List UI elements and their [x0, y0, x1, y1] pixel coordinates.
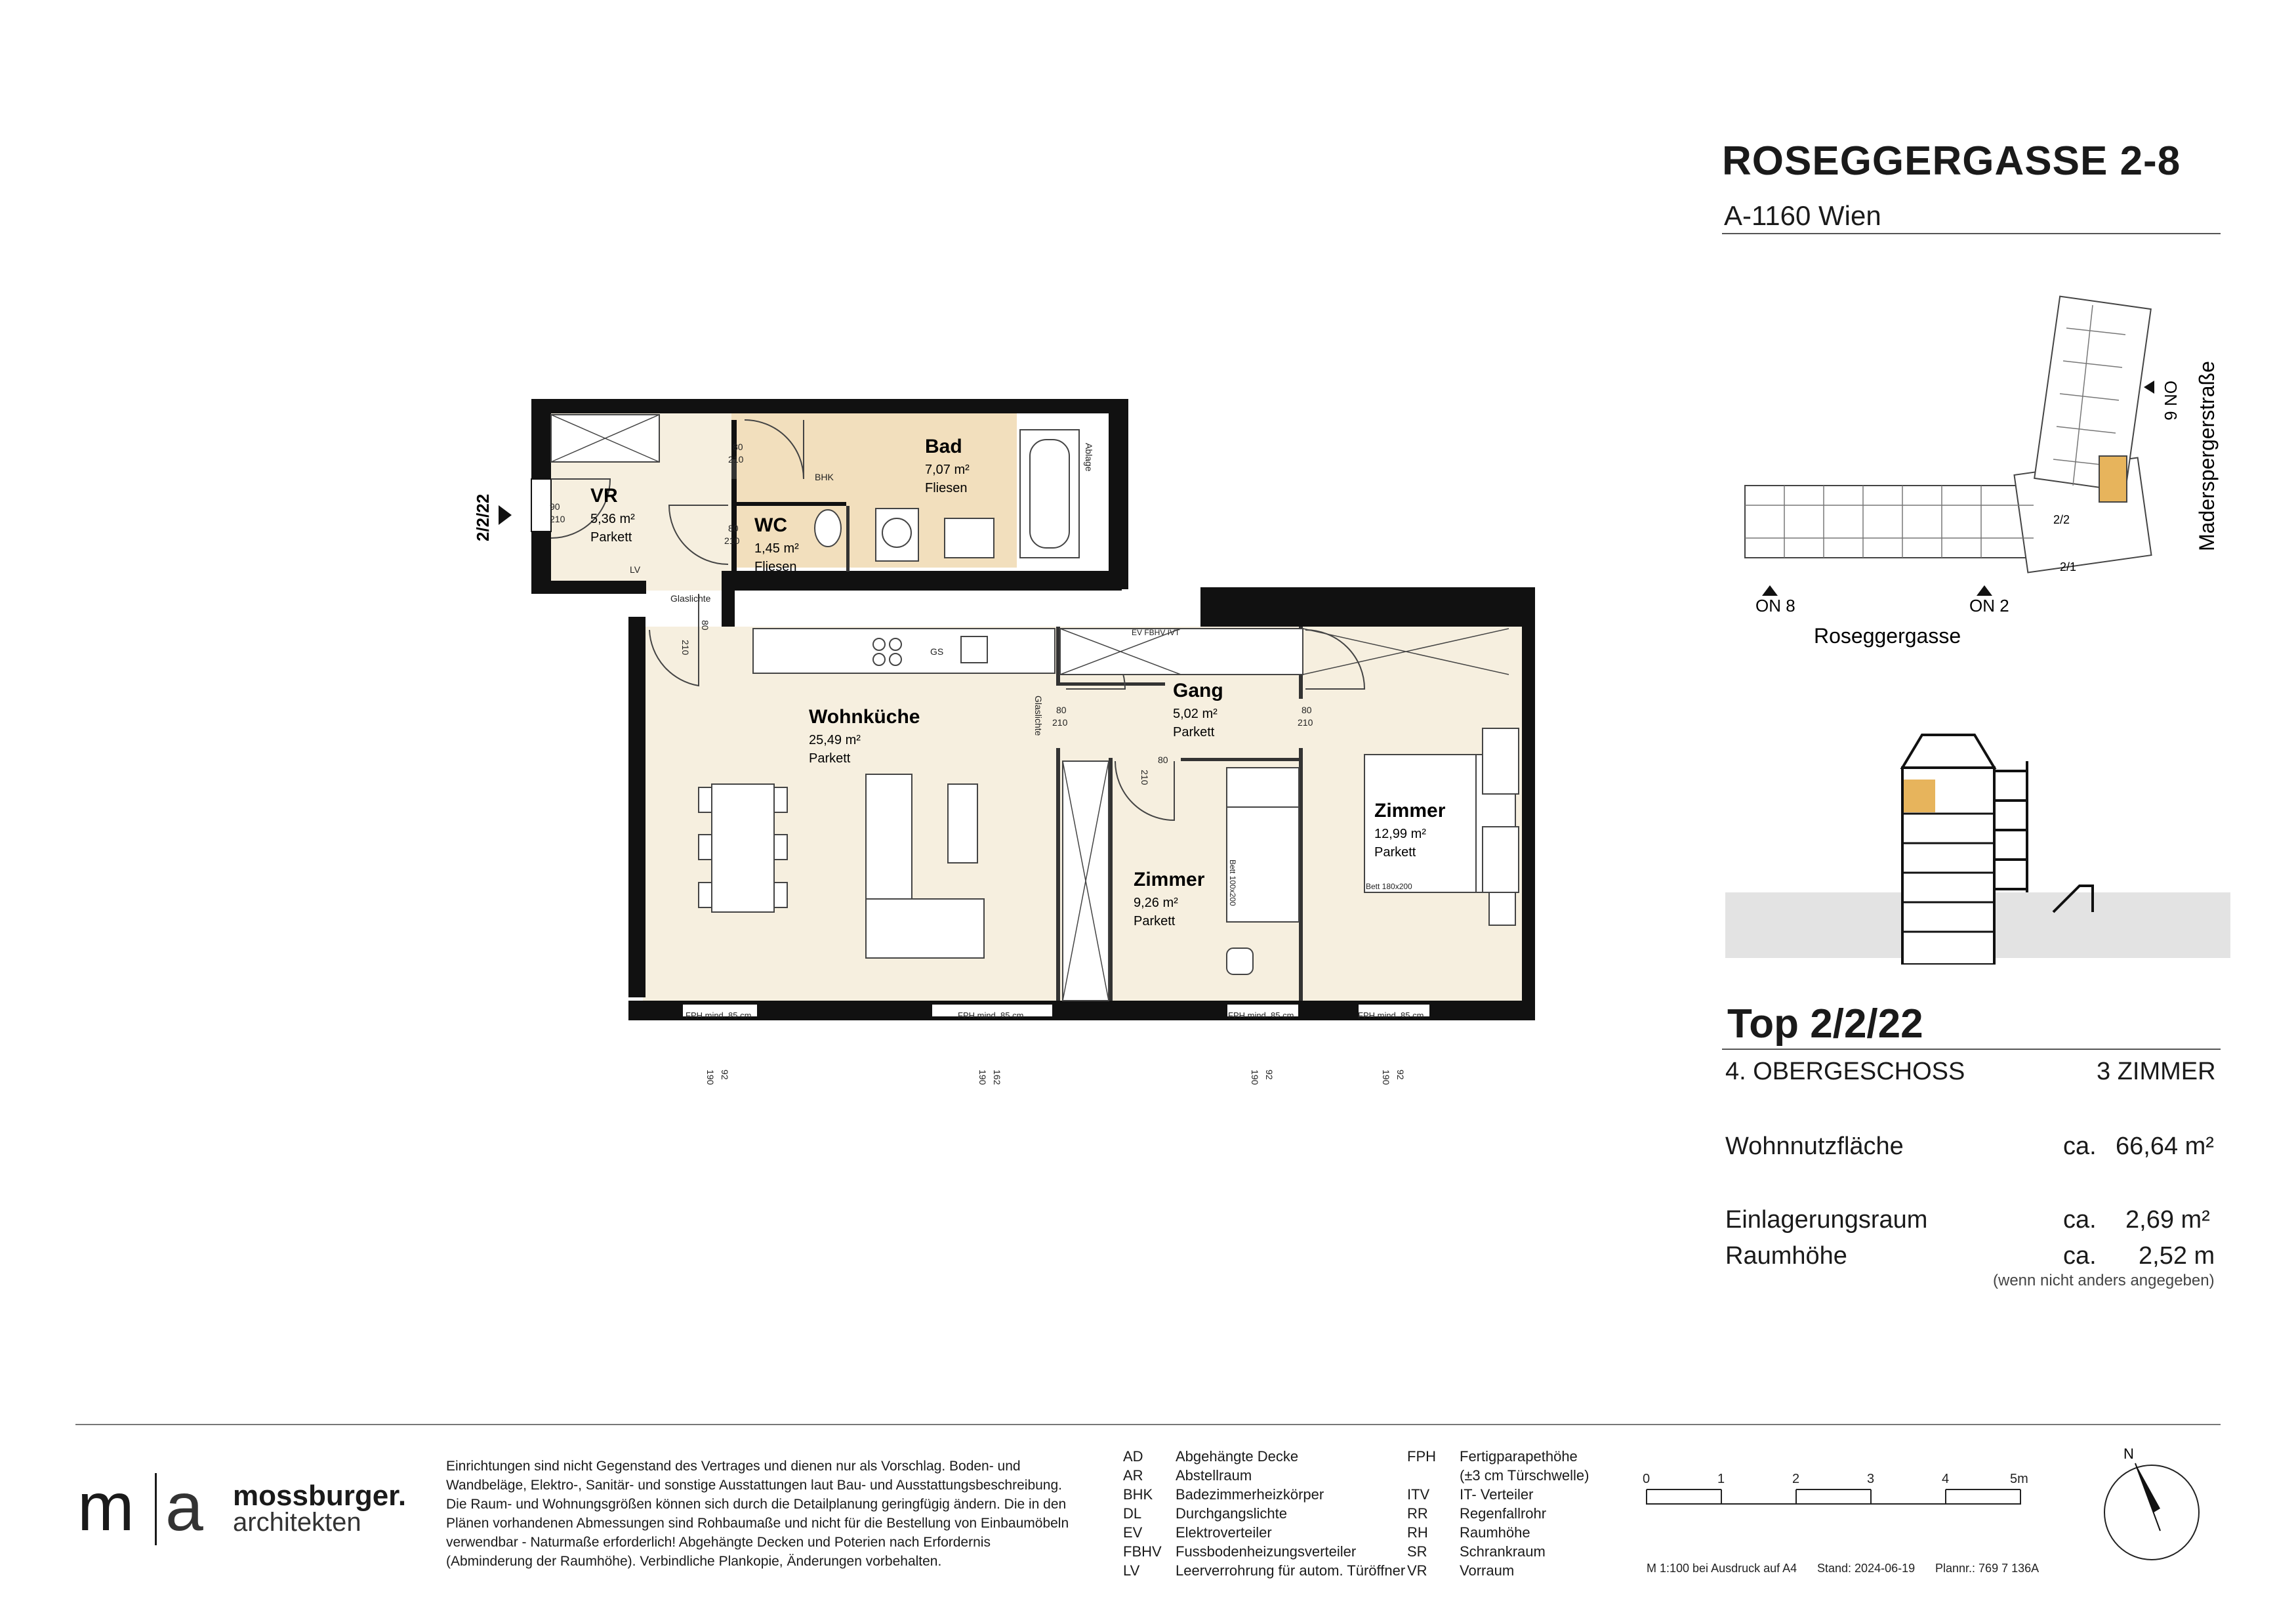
svg-text:12,99 m²: 12,99 m²: [1374, 827, 1426, 841]
unit-rule: [1722, 1049, 2221, 1050]
svg-text:VR: VR: [590, 485, 618, 507]
disclaimer: Einrichtungen sind nicht Gegenstand des Vertrages und dienen nur als Vorschlag. Boden- und Wandbeläge, Elektro-, Sanitär- und sonstige Ausstattungen laut Bau- und Ausstattungsbeschreibung. Die Raum- und Wohnungsgrößen können sich durch die Detailplanung geringfügig ändern. Die in den Plänen vorhandenen Abmessungen sind Rohbaumaße und nicht für die Bestellung von Einbaumöbeln verwendbar - Naturmaße erforderlich! Abgehängte Decken und Poterien nach Erfordernis (Abminderung der Raumhöhe). Verbindliche Plankopie, Änderungen vorbehalten.: [446, 1459, 1069, 1569]
scale-tick: 3: [1867, 1472, 1875, 1486]
svg-text:80: 80: [1302, 705, 1312, 715]
svg-text:92: 92: [1264, 1070, 1275, 1080]
height-note: (wenn nicht anders angegeben): [1993, 1272, 2215, 1289]
stand-date: Stand: 2024-06-19: [1817, 1562, 1916, 1575]
svg-text:190: 190: [705, 1070, 716, 1085]
svg-text:7,07 m²: 7,07 m²: [925, 463, 970, 477]
svg-text:210: 210: [1139, 770, 1150, 785]
svg-text:210: 210: [550, 514, 565, 524]
svg-text:5,02 m²: 5,02 m²: [1173, 707, 1218, 721]
glaslichte-label: Glaslichte: [1033, 696, 1044, 736]
ablage-label: Ablage: [1084, 443, 1094, 472]
svg-text:80: 80: [733, 442, 743, 452]
logo-divider: [155, 1473, 157, 1545]
bhk-label: BHK: [815, 472, 834, 482]
header-rule: [1722, 233, 2221, 234]
project-title: ROSEGGERGASSE 2-8: [1722, 138, 2181, 184]
fph-label: FPH mind. 85 cm: [686, 1010, 752, 1020]
svg-text:5,36 m²: 5,36 m²: [590, 512, 635, 526]
scale-tick: 1: [1717, 1472, 1725, 1486]
scale-tick: 4: [1942, 1472, 1950, 1486]
scale-bar: [1633, 1463, 2053, 1516]
svg-text:210: 210: [1298, 717, 1313, 728]
storage-label: Einlagerungsraum: [1725, 1206, 1928, 1234]
lv-label: LV: [630, 564, 641, 575]
unit-highlight: [2099, 456, 2127, 502]
stair-label: 2/1: [2060, 560, 2077, 573]
building-section: [1725, 722, 2237, 965]
plan-number: Plannr.: 769 7 136A: [1935, 1562, 2040, 1575]
svg-text:Parkett: Parkett: [590, 530, 632, 545]
svg-text:Zimmer: Zimmer: [1374, 800, 1446, 822]
svg-text:190: 190: [1381, 1070, 1391, 1085]
svg-text:1,45 m²: 1,45 m²: [754, 541, 799, 556]
fph-label: FPH mind. 85 cm: [1358, 1010, 1424, 1020]
svg-text:WC: WC: [754, 514, 787, 536]
window-dimensions: [705, 1070, 1406, 1085]
logo-sub: architekten: [233, 1508, 361, 1537]
svg-text:Zimmer: Zimmer: [1134, 869, 1205, 890]
entrance-label: ON 8: [1755, 596, 1795, 615]
fph-label: FPH mind. 85 cm: [1228, 1010, 1294, 1020]
north-arrow-icon: [2096, 1440, 2207, 1565]
footer-rule: [75, 1424, 2221, 1425]
entrance-marker-icon: [2144, 381, 2154, 394]
scale-tick: 0: [1643, 1472, 1650, 1486]
area-ca: ca.: [2063, 1133, 2097, 1160]
legend-col-2: FPH Fertigparapethöhe (±3 cm Türschwelle) ITV IT- Verteiler RR Regenfallrohr RH Raumhöhe SR Schrankraum VR Vorraum: [1407, 1448, 1589, 1579]
site-plan: [1732, 289, 2230, 656]
svg-text:210: 210: [1052, 717, 1068, 728]
svg-text:Fliesen: Fliesen: [925, 481, 968, 495]
svg-text:9,26 m²: 9,26 m²: [1134, 896, 1178, 910]
floor-label: 4. OBERGESCHOSS: [1725, 1058, 1965, 1085]
bed-double-label: Bett 180x200: [1366, 882, 1412, 891]
svg-text:Parkett: Parkett: [1173, 725, 1215, 739]
gs-label: GS: [930, 646, 944, 657]
svg-text:80: 80: [1158, 755, 1168, 765]
ev-fbhv-ivt-label: EV FBHV IVT: [1132, 628, 1180, 637]
svg-text:80: 80: [700, 620, 710, 631]
floor-plan: [472, 387, 1588, 1142]
scale-tick: 2: [1792, 1472, 1800, 1486]
svg-text:190: 190: [977, 1070, 988, 1085]
entrance-marker-icon: [1977, 585, 1992, 596]
svg-text:210: 210: [728, 454, 744, 465]
svg-text:Wohnküche: Wohnküche: [809, 706, 920, 728]
height-value: 2,52 m: [2139, 1242, 2215, 1270]
svg-text:92: 92: [1395, 1070, 1406, 1080]
storage-ca: ca.: [2063, 1206, 2097, 1234]
street-label-bottom: Roseggergasse: [1814, 624, 1961, 648]
fph-label: FPH mind. 85 cm: [958, 1010, 1024, 1020]
svg-text:210: 210: [680, 640, 691, 656]
svg-text:80: 80: [1056, 705, 1067, 715]
svg-text:Parkett: Parkett: [1134, 914, 1176, 928]
area-value: 66,64 m²: [2116, 1133, 2214, 1160]
svg-text:190: 190: [1250, 1070, 1260, 1085]
entry-arrow-icon: [499, 505, 512, 525]
scale-tick: 5m: [2010, 1472, 2028, 1486]
svg-text:Fliesen: Fliesen: [754, 560, 797, 574]
logo-mark: m: [77, 1469, 134, 1545]
glaslichte-label: Glaslichte: [670, 593, 711, 604]
storage-value: 2,69 m²: [2125, 1206, 2210, 1234]
svg-text:Bad: Bad: [925, 436, 962, 457]
bed-single-label: Bett 100x200: [1228, 860, 1237, 906]
street-label-right: Maderspergerstraße: [2195, 361, 2219, 551]
logo-mark-right: a: [165, 1469, 203, 1545]
svg-text:25,49 m²: 25,49 m²: [809, 733, 861, 747]
height-ca: ca.: [2063, 1242, 2097, 1270]
height-label: Raumhöhe: [1725, 1242, 1847, 1270]
entrance-marker-icon: [1762, 585, 1778, 596]
stair-label: 2/2: [2053, 513, 2070, 526]
logo-name: mossburger.: [233, 1480, 407, 1512]
svg-text:N: N: [2123, 1446, 2134, 1462]
entrance-label: ON 2: [1969, 596, 2009, 615]
svg-text:90: 90: [550, 501, 560, 512]
legend-col-1: AD Abgehängte Decke AR Abstellraum BHK Badezimmerheizkörper DL Durchgangslichte EV Elektroverteiler FBHV Fussbodenheizungsverteiler LV Leerverrohrung für autom. Türöffner: [1123, 1448, 1406, 1579]
svg-text:Parkett: Parkett: [1374, 845, 1416, 860]
svg-text:210: 210: [724, 535, 740, 546]
svg-text:92: 92: [720, 1070, 730, 1080]
unit-title: Top 2/2/22: [1727, 1001, 1923, 1047]
scale-note: M 1:100 bei Ausdruck auf A4: [1647, 1562, 1797, 1575]
svg-text:162: 162: [992, 1070, 1002, 1085]
svg-text:80: 80: [728, 523, 739, 533]
rooms-count: 3 ZIMMER: [2097, 1058, 2216, 1085]
entrance-label: ON 6: [2161, 381, 2181, 421]
area-label: Wohnnutzfläche: [1725, 1133, 1904, 1160]
section-unit-highlight: [1904, 780, 1935, 812]
entry-mark: 2/2/22: [473, 493, 493, 541]
svg-text:Gang: Gang: [1173, 680, 1223, 701]
svg-text:Parkett: Parkett: [809, 751, 851, 766]
project-address: A-1160 Wien: [1724, 200, 1881, 231]
